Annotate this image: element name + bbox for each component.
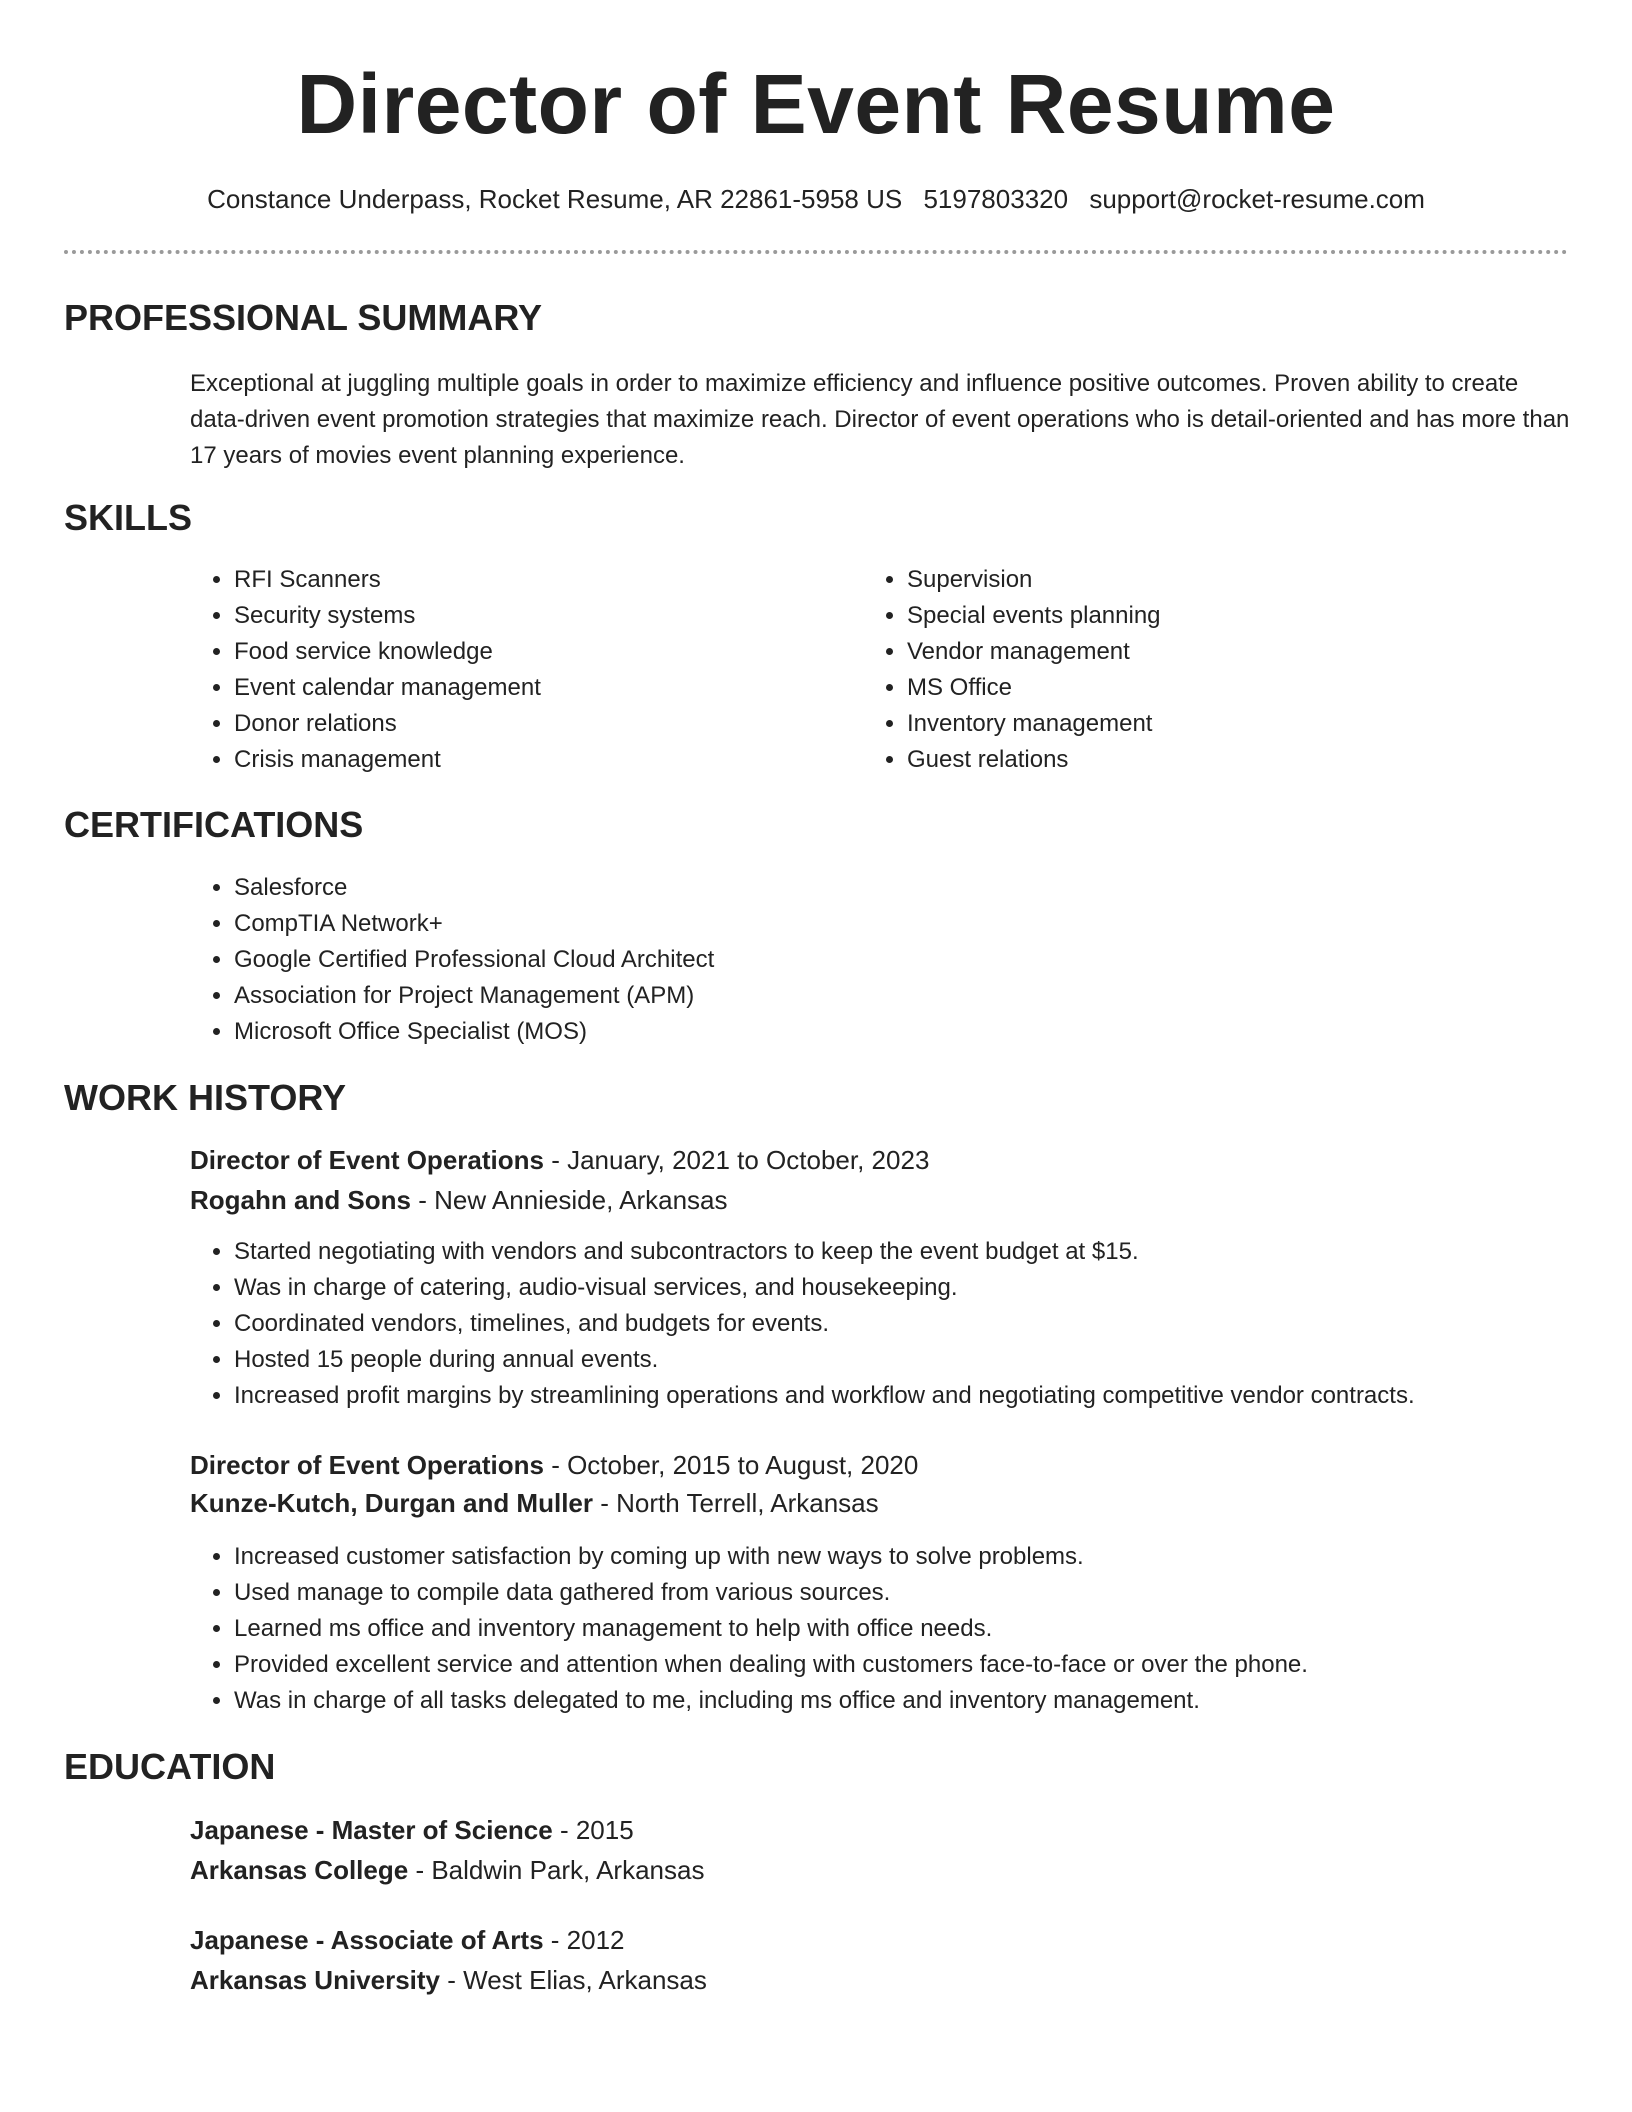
job-dates: - October, 2015 to August, 2020: [543, 1450, 919, 1480]
job-title-line: [190, 1142, 929, 1178]
skill-item: • Guest relations: [907, 742, 1527, 778]
certification-item: • Google Certified Professional Cloud Architect: [234, 942, 1534, 978]
job-bullet: • Used manage to compile data gathered from various sources.: [234, 1575, 1632, 1611]
education-location: - West Elias, Arkansas: [440, 1965, 707, 1995]
skill-item: • Supervision: [907, 562, 1527, 598]
job-title-line: [190, 1447, 918, 1483]
education-heading: EDUCATION: [64, 1746, 276, 1787]
certifications-heading: CERTIFICATIONS: [64, 804, 364, 845]
skill-item: • Vendor management: [907, 634, 1527, 670]
job-bullets: [190, 1539, 1632, 1719]
certification-item: • Microsoft Office Specialist (MOS): [234, 1014, 1534, 1050]
contact-email: support@rocket-resume.com: [1089, 184, 1425, 214]
skill-item: • Donor relations: [234, 706, 854, 742]
skills-list-left: [190, 562, 854, 778]
job-bullet: • Hosted 15 people during annual events.: [234, 1342, 1632, 1378]
certification-item: • Association for Project Management (APM): [234, 978, 1534, 1014]
skill-item: • RFI Scanners: [234, 562, 854, 598]
skills-heading: SKILLS: [64, 497, 193, 538]
job-location: - North Terrell, Arkansas: [593, 1488, 879, 1518]
job-bullet: • Learned ms office and inventory management to help with office needs.: [234, 1611, 1632, 1647]
education-location: - Baldwin Park, Arkansas: [408, 1855, 705, 1885]
education-degree-line: [190, 1812, 634, 1848]
skill-item: • Crisis management: [234, 742, 854, 778]
certification-item: • Salesforce: [234, 870, 1534, 906]
job-company-line: [190, 1485, 879, 1521]
job-bullet: • Coordinated vendors, timelines, and budgets for events.: [234, 1306, 1632, 1342]
contact-line: [0, 181, 1632, 217]
work-history-heading: WORK HISTORY: [64, 1077, 347, 1118]
job-company: Kunze-Kutch, Durgan and Muller: [190, 1488, 593, 1518]
certifications-list: [190, 870, 1534, 1050]
skill-item: • Event calendar management: [234, 670, 854, 706]
contact-phone: 5197803320: [923, 184, 1069, 214]
skill-item: • Food service knowledge: [234, 634, 854, 670]
education-year: - 2012: [543, 1925, 625, 1955]
job-bullet: • Increased customer satisfaction by coming up with new ways to solve problems.: [234, 1539, 1632, 1575]
resume-title: Director of Event Resume: [296, 57, 1336, 151]
job-location: - New Annieside, Arkansas: [411, 1185, 728, 1215]
job-title: Director of Event Operations: [190, 1450, 544, 1480]
skill-item: • Special events planning: [907, 598, 1527, 634]
education-school: Arkansas College: [190, 1855, 409, 1885]
job-bullet: • Started negotiating with vendors and subcontractors to keep the event budget at $15.: [234, 1234, 1632, 1270]
education-year: - 2015: [552, 1815, 634, 1845]
header-divider: [64, 250, 1568, 254]
skill-item: • MS Office: [907, 670, 1527, 706]
job-company: Rogahn and Sons: [190, 1185, 411, 1215]
skills-list-right: [863, 562, 1527, 778]
job-company-line: [190, 1182, 728, 1218]
education-degree: Japanese - Associate of Arts: [190, 1925, 544, 1955]
education-school-line: [190, 1852, 704, 1888]
education-school: Arkansas University: [190, 1965, 441, 1995]
summary-text: Exceptional at juggling multiple goals in order to maximize efficiency and influence positive outcomes. Proven ability to create data-driven event promotion strategies that maximize reach. Director of event operations who is detail-oriented and has more than 17 years of movies event planning experience.: [190, 370, 1570, 469]
job-bullet: • Was in charge of all tasks delegated to me, including ms office and inventory management.: [234, 1683, 1632, 1719]
skill-item: • Inventory management: [907, 706, 1527, 742]
education-school-line: [190, 1962, 707, 1998]
job-bullet: • Increased profit margins by streamlining operations and workflow and negotiating competitive vendor contracts.: [234, 1378, 1632, 1414]
job-dates: - January, 2021 to October, 2023: [543, 1145, 930, 1175]
contact-address: Constance Underpass, Rocket Resume, AR 22861-5958 US: [207, 184, 903, 214]
job-bullet: • Provided excellent service and attention when dealing with customers face-to-face or over the phone.: [234, 1647, 1632, 1683]
education-degree: Japanese - Master of Science: [190, 1815, 553, 1845]
job-title: Director of Event Operations: [190, 1145, 544, 1175]
certification-item: • CompTIA Network+: [234, 906, 1534, 942]
summary-heading: PROFESSIONAL SUMMARY: [64, 297, 543, 338]
job-bullet: • Was in charge of catering, audio-visual services, and housekeeping.: [234, 1270, 1632, 1306]
job-bullets: [190, 1234, 1632, 1414]
skill-item: • Security systems: [234, 598, 854, 634]
education-degree-line: [190, 1922, 625, 1958]
